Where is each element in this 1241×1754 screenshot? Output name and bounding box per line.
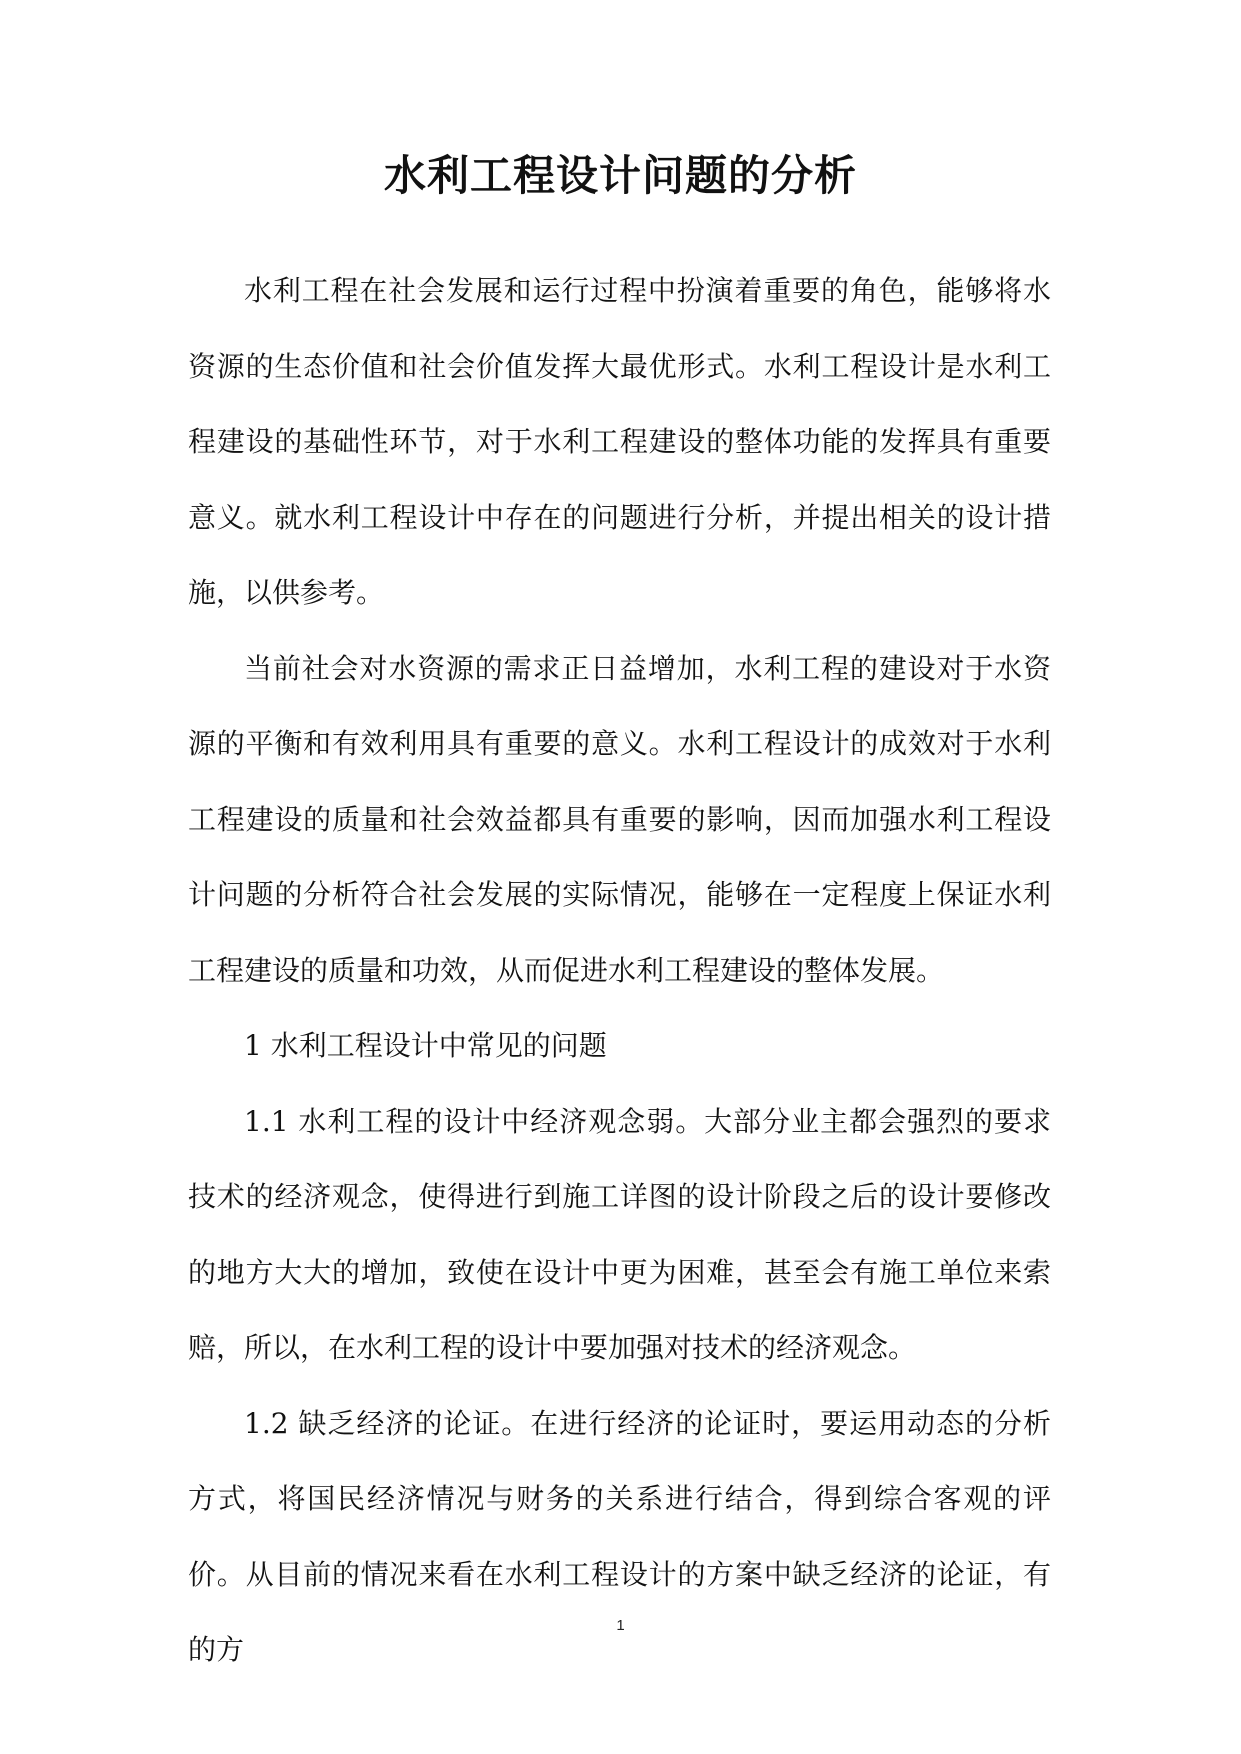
- page-number: 1: [616, 1617, 625, 1634]
- paragraph-background: 当前社会对水资源的需求正日益增加，水利工程的建设对于水资源的平衡和有效利用具有重要的意义。水利工程设计的成效对于水利工程建设的质量和社会效益都具有重要的影响，因而加强水利工程设计问题的分析符合社会发展的实际情况，能够在一定程度上保证水利工程建设的质量和功效，从而促进水利工程建设的整体发展。: [188, 651, 1051, 987]
- paragraph-intro: 水利工程在社会发展和运行过程中扮演着重要的角色，能够将水资源的生态价值和社会价值发挥大最优形式。水利工程设计是水利工程建设的基础性环节，对于水利工程建设的整体功能的发挥具有重要意义。就水利工程设计中存在的问题进行分析，并提出相关的设计措施，以供参考。: [188, 274, 1051, 609]
- paragraph-section-1-2: 1.2 缺乏经济的论证。在进行经济的论证时，要运用动态的分析方式，将国民经济情况与财务的关系进行结合，得到综合客观的评价。从目前的情况来看在水利工程设计的方案中缺乏经济的论证，有的方: [188, 1406, 1051, 1666]
- document-title: 水利工程设计问题的分析: [383, 151, 857, 200]
- document-body: [188, 253, 1051, 1688]
- paragraph-section-1-1: 1.1 水利工程的设计中经济观念弱。大部分业主都会强烈的要求技术的经济观念，使得进行到施工详图的设计阶段之后的设计要修改的地方大大的增加，致使在设计中更为困难，甚至会有施工单位来索赔，所以，在水利工程的设计中要加强对技术的经济观念。: [188, 1104, 1051, 1364]
- section-heading-common-problems: 1 水利工程设计中常见的问题: [244, 1029, 607, 1062]
